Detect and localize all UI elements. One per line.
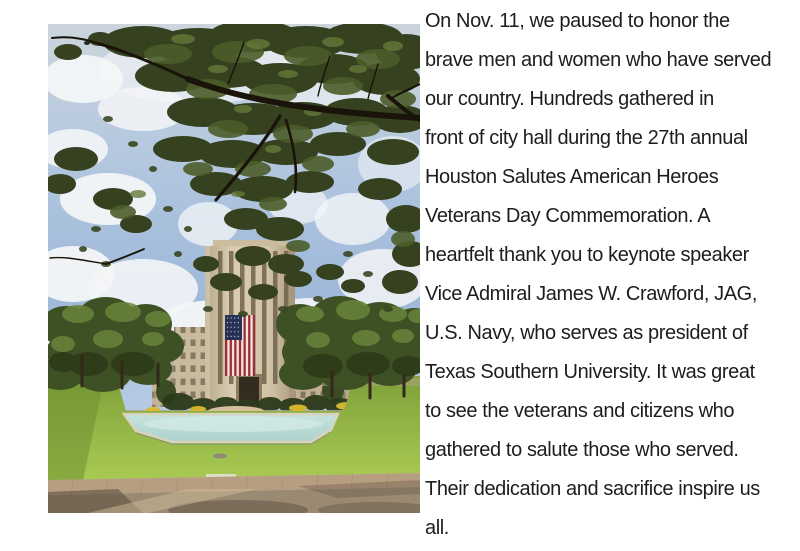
plaza [48, 473, 420, 513]
text-line: our country. Hundreds gathered in [425, 88, 714, 110]
veterans-day-photo [48, 24, 420, 513]
reflecting-pool [124, 414, 338, 444]
text-line: Their dedication and sacrifice inspire us [425, 478, 760, 500]
text-line: brave men and women who have served [425, 49, 772, 71]
american-flag [225, 315, 255, 376]
right-trees [276, 296, 420, 398]
text-line: to see the veterans and citizens who [425, 400, 735, 422]
article-text [425, 2, 797, 548]
text-line: U.S. Navy, who serves as president of [425, 322, 748, 344]
city-hall-scene [48, 24, 420, 513]
text-line: gathered to salute those who served. [425, 439, 739, 461]
text-line: heartfelt thank you to keynote speaker [425, 244, 749, 266]
text-line: Houston Salutes American Heroes [425, 166, 719, 188]
lawn-drain [213, 454, 227, 459]
text-line: On Nov. 11, we paused to honor the [425, 10, 730, 32]
text-line: front of city hall during the 27th annual [425, 127, 748, 149]
text-line: Veterans Day Commemoration. A [425, 205, 711, 227]
text-line: Texas Southern University. It was great [425, 361, 755, 383]
left-trees [48, 297, 184, 392]
text-line: all. [425, 517, 449, 539]
text-line: Vice Admiral James W. Crawford, JAG, [425, 283, 757, 305]
